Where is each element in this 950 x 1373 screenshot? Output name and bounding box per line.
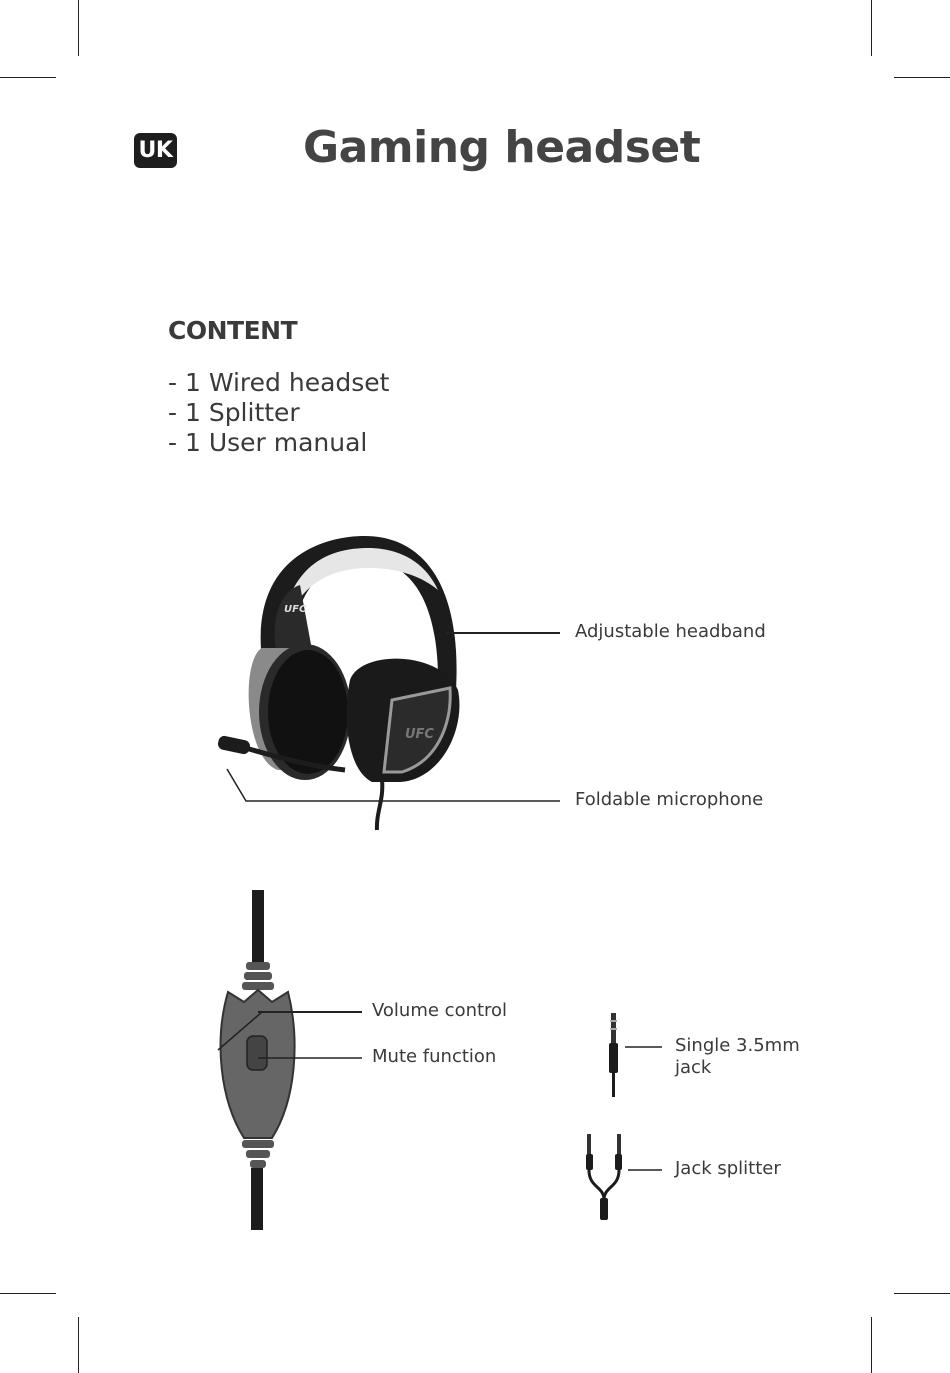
- audio-jack-icon: [609, 1013, 618, 1097]
- content-item: - 1 Splitter: [168, 398, 300, 427]
- headband-label: Adjustable headband: [575, 621, 766, 642]
- jack-label-line1: Single 3.5mm: [675, 1035, 800, 1056]
- mute-label: Mute function: [372, 1046, 497, 1067]
- volume-label: Volume control: [372, 1000, 508, 1021]
- gaming-headset-icon: [217, 536, 460, 830]
- earcup-logo: UFC: [405, 727, 434, 742]
- microphone-label: Foldable microphone: [575, 789, 764, 810]
- content-heading: CONTENT: [168, 316, 298, 345]
- language-badge: UK: [134, 133, 177, 168]
- content-item: - 1 User manual: [168, 428, 368, 457]
- splitter-label: Jack splitter: [675, 1158, 781, 1179]
- page-title: Gaming headset: [303, 122, 701, 173]
- inline-remote-icon: [218, 890, 295, 1230]
- headband-logo: UFC: [284, 604, 307, 615]
- content-item: - 1 Wired headset: [168, 368, 390, 397]
- jack-label-line2: jack: [675, 1057, 712, 1078]
- jack-splitter-icon: [586, 1134, 622, 1220]
